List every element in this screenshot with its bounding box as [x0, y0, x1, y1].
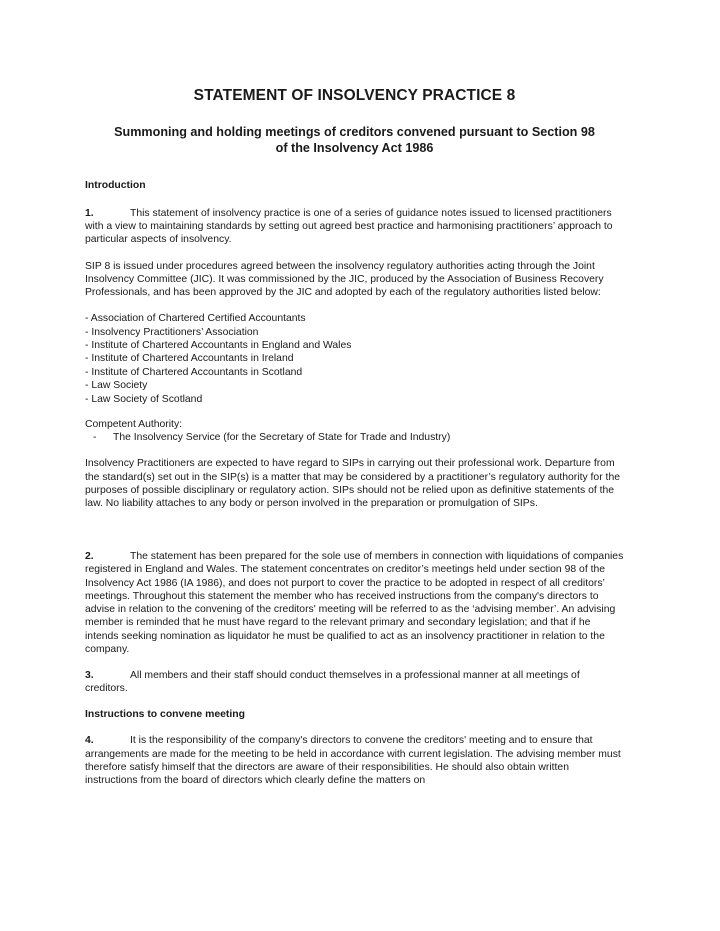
- paragraph-2: [85, 550, 624, 656]
- competent-authority-value: The Insolvency Service (for the Secretary of State for Trade and Industry): [113, 432, 451, 444]
- competent-authority-label: Competent Authority:: [85, 419, 183, 431]
- list-item: - Institute of Chartered Accountants in England and Wales: [85, 340, 352, 352]
- sip8-paragraph: SIP 8 is issued under procedures agreed between the insolvency regulatory authorities acting through the Joint Insolvency Committee (JIC). It was commissioned by the JIC, produced by the Association of Business Recovery Professionals, and has been approved by the JIC and adopted by each of the regulatory authorities listed below:: [85, 260, 604, 299]
- paragraph-4-number: 4.: [85, 735, 94, 747]
- list-item: - Institute of Chartered Accountants in Scotland: [85, 366, 303, 378]
- list-item: - Law Society: [85, 380, 148, 392]
- list-item: - Law Society of Scotland: [85, 393, 203, 405]
- paragraph-3: [85, 669, 624, 695]
- regulatory-authorities-list: [85, 312, 624, 406]
- paragraph-2-number: 2.: [85, 551, 94, 563]
- instructions-heading: Instructions to convene meeting: [85, 709, 245, 721]
- paragraph-1-text: This statement of insolvency practice is one of a series of guidance notes issued to licensed practitioners with a view to maintaining standards by setting out agreed best practice and harmonising practitioners’ approach to particular aspects of insolvency.: [85, 208, 613, 246]
- document-title: STATEMENT OF INSOLVENCY PRACTICE 8: [193, 87, 516, 104]
- introduction-heading: Introduction: [85, 180, 146, 191]
- paragraph-3-number: 3.: [85, 669, 94, 681]
- paragraph-1: [85, 207, 624, 247]
- paragraph-2-text: The statement has been prepared for the sole use of members in connection with liquidations of companies registered in England and Wales. The statement concentrates on creditor’s meetings held under section 98 of the Insolvency Act 1986 (IA 1986), and does not purport to cover the practice to be adopted in respect of all creditors’ meetings. Throughout this statement the member who has received instructions from the company's directors to advise in relation to the convening of the creditors' meeting will be referred to as the ‘advising member’. An advising member is reminded that he must have regard to the relevant primary and secondary legislation; and that if he intends seeking nomination as liquidator he must be qualified to act as an insolvency practitioner in relation to the company.: [85, 551, 624, 655]
- list-item: - Association of Chartered Certified Accountants: [85, 313, 306, 325]
- competent-authority-row: [85, 431, 624, 444]
- paragraph-4-text: It is the responsibility of the company's directors to convene the creditors' meeting and to ensure that arrangements are made for the meeting to be held in accordance with current legislation. The advising member must therefore satisfy himself that the directors are aware of their responsibilities. He should also obtain written instructions from the board of directors which clearly define the matters on: [85, 735, 621, 786]
- paragraph-3-text: All members and their staff should conduct themselves in a professional manner at all meetings of creditors.: [85, 669, 580, 695]
- subtitle-line-2: of the Insolvency Act 1986: [275, 141, 434, 155]
- paragraph-4: [85, 734, 624, 787]
- subtitle-line-1: Summoning and holding meetings of creditors convened pursuant to Section 98: [114, 125, 595, 139]
- list-item: - Institute of Chartered Accountants in Ireland: [85, 353, 294, 365]
- document-subtitle: [85, 124, 624, 156]
- competent-authority-dash: -: [93, 432, 97, 444]
- list-item: - Insolvency Practitioners’ Association: [85, 326, 259, 338]
- practitioners-paragraph: Insolvency Practitioners are expected to have regard to SIPs in carrying out their professional work. Departure from the standard(s) set out in the SIP(s) is a matter that may be considered by a practitioner’s regulatory authority for the purposes of possible disciplinary or regulatory action. SIPs should not be relied upon as definitive statements of the law. No liability attaches to any body or person involved in the preparation or promulgation of SIPs.: [85, 458, 620, 510]
- paragraph-1-number: 1.: [85, 208, 94, 219]
